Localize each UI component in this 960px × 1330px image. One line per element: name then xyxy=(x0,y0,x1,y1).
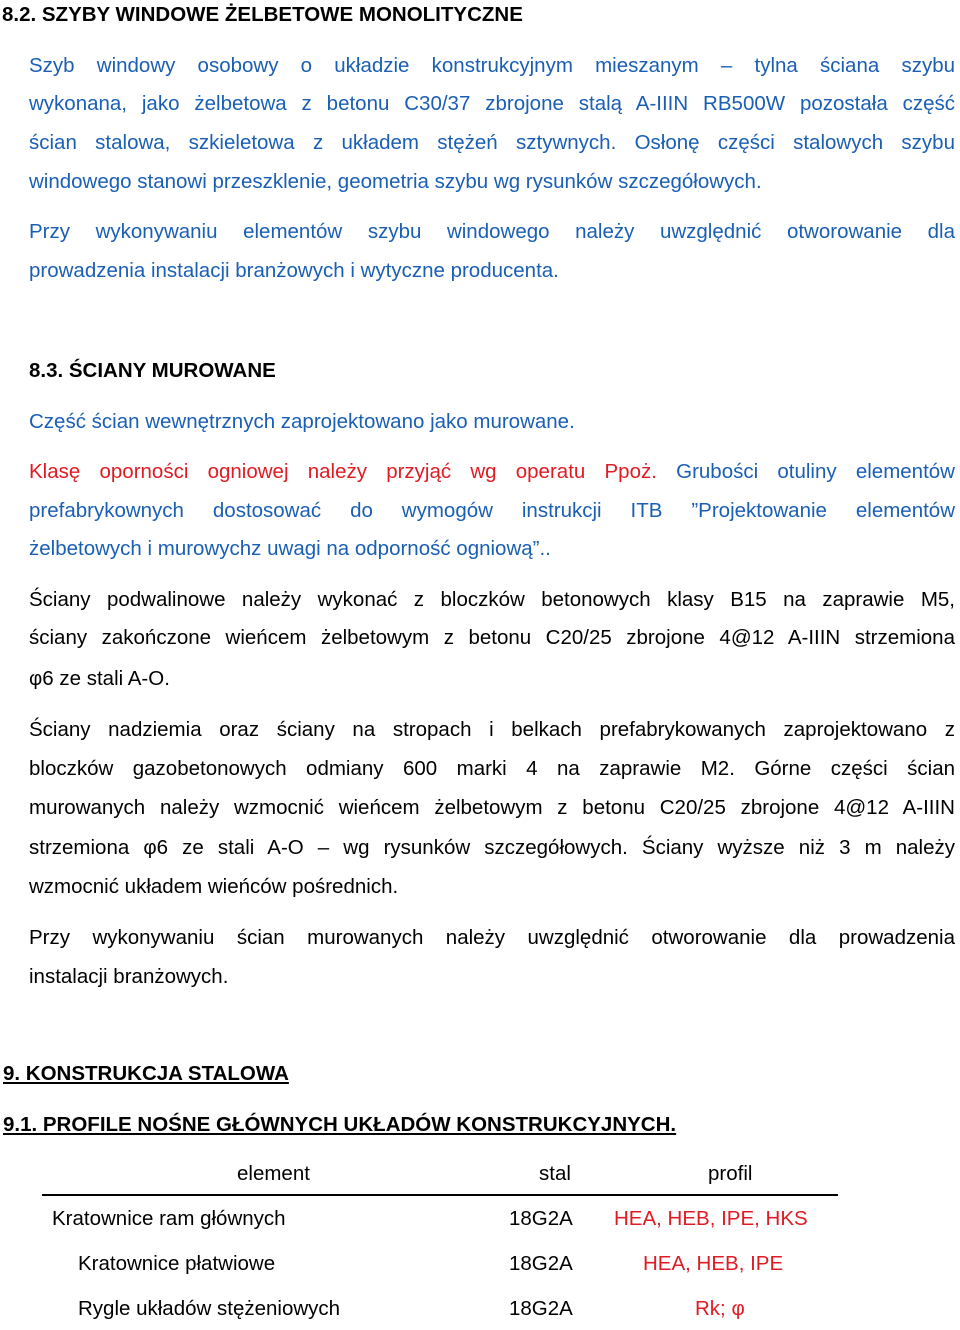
section-9-1-heading: 9.1. PROFILE NOŚNE GŁÓWNYCH UKŁADÓW KONSTRUKCYJNYCH. xyxy=(3,1113,677,1136)
table-cell-stal: 18G2A xyxy=(509,1297,573,1320)
s83-p3-line-2: ściany zakończone wieńcem żelbetowym z betonu C20/25 zbrojone 4@12 A-IIIN strzemiona xyxy=(29,626,955,649)
s83-p4-line-3: murowanych należy wzmocnić wieńcem żelbetowym z betonu C20/25 zbrojone 4@12 A-IIIN xyxy=(29,796,955,819)
s83-p3-line-1: Ściany podwalinowe należy wykonać z bloczków betonowych klasy B15 na zaprawie M5, xyxy=(29,588,955,611)
s82-p2-line-1: Przy wykonywaniu elementów szybu windowego należy uwzględnić otworowanie dla xyxy=(29,220,955,243)
s83-p5-line-1: Przy wykonywaniu ścian murowanych należy uwzględnić otworowanie dla prowadzenia xyxy=(29,926,955,949)
table-cell-profil: Rk; φ xyxy=(695,1297,745,1320)
s82-p2-line-2: prowadzenia instalacji branżowych i wytyczne producenta. xyxy=(29,259,559,282)
table-cell-stal: 18G2A xyxy=(509,1207,573,1230)
table-cell-profil: HEA, HEB, IPE xyxy=(643,1252,784,1275)
section-9-heading: 9. KONSTRUKCJA STALOWA xyxy=(3,1062,289,1085)
table-header-element: element xyxy=(237,1162,310,1185)
s83-p5-line-2: instalacji branżowych. xyxy=(29,965,229,988)
table-cell-element: Kratownice ram głównych xyxy=(52,1207,286,1230)
s83-p2-blue-tail: Grubości otuliny elementów xyxy=(656,460,955,483)
s82-p1-line-4: windowego stanowi przeszklenie, geometria szybu wg rysunków szczegółowych. xyxy=(29,170,762,193)
table-header-rule xyxy=(42,1194,838,1196)
section-8-2-heading: 8.2. SZYBY WINDOWE ŻELBETOWE MONOLITYCZNE xyxy=(2,3,523,26)
s82-p1-line-3-tail: Osłonę części stalowych szybu xyxy=(616,131,955,154)
table-header-profil: profil xyxy=(708,1162,753,1185)
s83-p2-line-2: prefabrykownych dostosować do wymogów instrukcji ITB ”Projektowanie elementów xyxy=(29,499,955,522)
s83-p3-line-3: φ6 ze stali A-O. xyxy=(29,667,170,690)
table-cell-stal: 18G2A xyxy=(509,1252,573,1275)
s82-p1-line-3-head: ścian stalowa, szkieletowa z układem stężeń sztywnych. xyxy=(29,131,617,154)
s82-p1-line-1: Szyb windowy osobowy o układzie konstrukcyjnym mieszanym – tylna ściana szybu xyxy=(29,54,955,77)
s82-p1-line-2: wykonana, jako żelbetowa z betonu C30/37 zbrojone stalą A-IIIN RB500W pozostała część xyxy=(29,92,955,115)
table-cell-element: Rygle układów stężeniowych xyxy=(78,1297,341,1320)
s83-p4-line-2: bloczków gazobetonowych odmiany 600 marki 4 na zaprawie M2. Górne części ścian xyxy=(29,757,955,780)
s83-p2-line-1 xyxy=(29,460,955,484)
section-8-3-heading: 8.3. ŚCIANY MUROWANE xyxy=(29,359,276,382)
table-cell-profil: HEA, HEB, IPE, HKS xyxy=(614,1207,808,1230)
table-header-stal: stal xyxy=(539,1162,571,1185)
s83-p1: Część ścian wewnętrznych zaprojektowano jako murowane. xyxy=(29,410,575,433)
s82-p1-line-3 xyxy=(29,131,955,155)
s83-p4-line-5: wzmocnić układem wieńców pośrednich. xyxy=(29,875,399,898)
s83-p4-line-4: strzemiona φ6 ze stali A-O – wg rysunków szczegółowych. Ściany wyższe niż 3 m należy xyxy=(29,836,955,859)
s83-p2-line-3: żelbetowych i murowychz uwagi na odporność ogniową”.. xyxy=(29,537,551,560)
s83-p2-red: Klasę oporności ogniowej należy przyjąć wg operatu Ppoż. xyxy=(29,460,657,483)
s83-p4-line-1: Ściany nadziemia oraz ściany na stropach i belkach prefabrykowanych zaprojektowano z xyxy=(29,718,955,741)
table-cell-element: Kratownice płatwiowe xyxy=(78,1252,276,1275)
